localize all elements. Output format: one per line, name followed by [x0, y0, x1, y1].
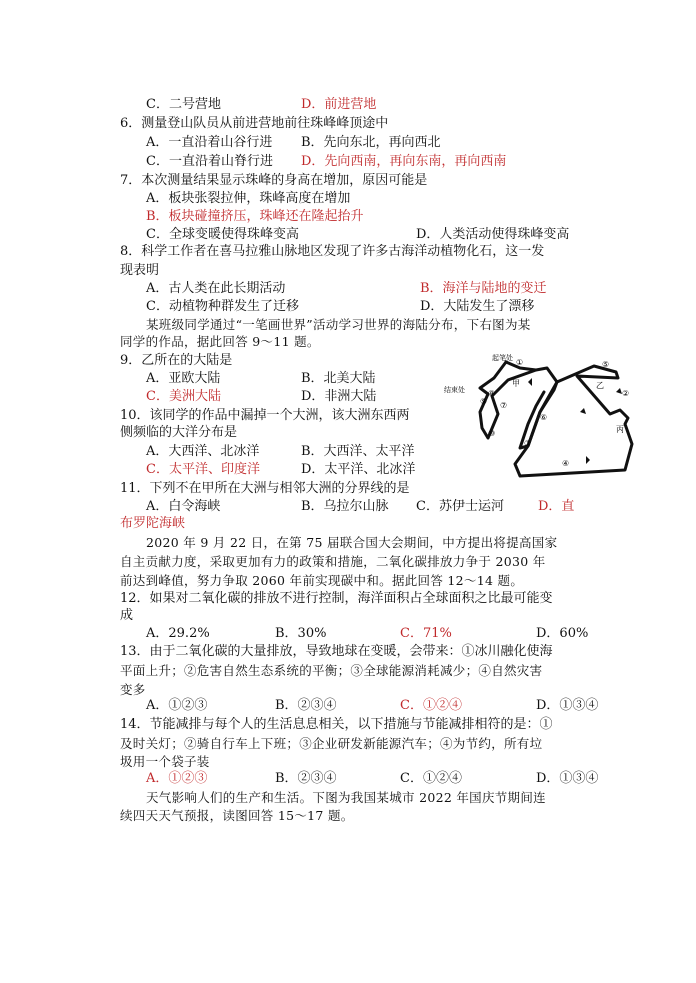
q8-stem-line1: 8．科学工作者在喜马拉雅山脉地区发现了许多古海洋动植物化石，这一发	[120, 244, 545, 259]
one-stroke-world-map-figure	[440, 352, 652, 487]
q10-stem-line2: 侧频临的大洋分布是	[120, 425, 238, 440]
map-label-jia: 甲	[512, 379, 520, 388]
q12-stem-line2: 成	[120, 608, 134, 623]
q7-option-a: A．板块张裂拉伸，珠峰高度在增加	[146, 191, 351, 206]
q10-option-c: C．太平洋、印度洋	[146, 462, 260, 477]
q6-option-a: A．一直沿着山谷行进	[146, 135, 273, 150]
q10-option-a: A．大西洋、北冰洋	[146, 444, 260, 459]
q14-stem-line1: 14．节能减排与每个人的生活息息相关，以下措施与节能减排相符的是：①	[120, 717, 553, 732]
q8-stem-line2: 现表明	[120, 263, 160, 278]
q9-option-a: A．亚欧大陆	[146, 371, 221, 386]
map-label-yi: 乙	[596, 381, 604, 390]
map-num-7: ⑦	[500, 401, 508, 410]
map-num-10: ⑩	[488, 429, 496, 438]
map-num-9: ⑨	[480, 397, 488, 406]
map-num-4: ④	[562, 459, 570, 468]
map-num-6: ⑥	[540, 413, 548, 422]
q12-option-c: C．71%	[400, 626, 452, 641]
q7-option-b: B．板块碰撞挤压，珠峰还在隆起抬升	[146, 209, 364, 224]
q10-option-d: D．太平洋、北冰洋	[301, 462, 416, 477]
q13-option-d: D．①③④	[536, 698, 599, 713]
q10-option-b: B．大西洋、太平洋	[301, 444, 415, 459]
map-num-5: ⑤	[602, 360, 610, 369]
q6-stem: 6．测量登山队员从前进营地前往珠峰峰顶途中	[120, 116, 389, 131]
q13-option-a: A．①②③	[146, 698, 208, 713]
intro1-line2: 同学的作品，据此回答 9～11 题。	[120, 334, 320, 349]
arrow-icon	[586, 456, 590, 464]
q7-option-d: D．人类活动使得珠峰变高	[416, 227, 570, 242]
q8-option-b: B．海洋与陆地的变迁	[420, 281, 547, 296]
q12-stem-line1: 12．如果对二氧化碳的排放不进行控制，海洋面积占全球面积之比最可能变	[120, 591, 553, 606]
q6-option-b: B．先向东北，再向西北	[301, 135, 441, 150]
q6-option-d: D．先向西南，再向东南，再向西南	[301, 154, 507, 169]
q7-stem: 7．本次测量结果显示珠峰的身高在增加，原因可能是	[120, 173, 428, 188]
q11-option-b: B．乌拉尔山脉	[301, 499, 389, 514]
q14-stem-line3: 圾用一个袋子装	[120, 754, 210, 769]
intro3-line2: 续四天天气预报，读图回答 15～17 题。	[120, 808, 354, 823]
q14-option-d: D．①③④	[536, 771, 599, 786]
q13-option-c: C．①②④	[400, 698, 462, 713]
q11-option-d-part1: D．直	[538, 499, 575, 514]
q11-option-d-part2: 布罗陀海峡	[120, 516, 186, 531]
q14-stem-line2: 及时关灯；②骑自行车上下班；③企业研发新能源汽车；④为节约，所有垃	[120, 736, 543, 751]
q9-stem: 9．乙所在的大陆是	[120, 353, 233, 368]
one-stroke-path	[480, 362, 632, 476]
map-num-2: ②	[622, 389, 630, 398]
map-start-label: 起笔处	[492, 354, 513, 362]
q8-option-d: D．大陆发生了漂移	[420, 299, 535, 314]
q7-option-c: C．全球变暖使得珠峰变高	[146, 227, 299, 242]
q11-option-c: C．苏伊士运河	[416, 499, 504, 514]
q12-option-d: D．60%	[536, 626, 589, 641]
q9-option-c: C．美洲大陆	[146, 389, 221, 404]
map-num-1: ①	[516, 358, 524, 367]
q5-option-d: D．前进营地	[301, 97, 377, 112]
q13-stem-line3: 变多	[120, 682, 146, 697]
q12-option-a: A．29.2%	[146, 626, 210, 641]
q5-option-c: C．二号营地	[146, 97, 221, 112]
q8-option-a: A．古人类在此长期活动	[146, 281, 286, 296]
intro2-line2: 自主贡献力度，采取更加有力的政策和措施，二氧化碳排放力争于 2030 年	[120, 554, 546, 569]
map-end-label: 结束处	[444, 386, 465, 394]
arrow-icon	[528, 378, 532, 386]
q14-option-c: C．①②④	[400, 771, 462, 786]
map-label-bing: 丙	[616, 425, 624, 434]
map-num-3: ③	[524, 439, 532, 448]
q13-option-b: B．②③④	[275, 698, 337, 713]
q14-option-a: A．①②③	[146, 771, 208, 786]
q12-option-b: B．30%	[275, 626, 327, 641]
intro2-line3: 前达到峰值，努力争取 2060 年前实现碳中和。据此回答 12～14 题。	[120, 573, 524, 588]
q8-option-c: C．动植物种群发生了迁移	[146, 299, 299, 314]
q6-option-c: C．一直沿着山脊行进	[146, 154, 273, 169]
q10-stem-line1: 10．该同学的作品中漏掉一个大洲，该大洲东西两	[120, 408, 410, 423]
q13-stem-line2: 平面上升；②危害自然生态系统的平衡；③全球能源消耗减少；④自然灾害	[120, 663, 543, 678]
intro2-line1: 2020 年 9 月 22 日，在第 75 届联合国大会期间，中方提出将提高国家	[146, 535, 558, 550]
q14-option-b: B．②③④	[275, 771, 337, 786]
q11-stem: 11．下列不在甲所在大洲与相邻大洲的分界线的是	[120, 481, 410, 496]
intro3-line1: 天气影响人们的生产和生活。下图为我国某城市 2022 年国庆节期间连	[146, 790, 546, 805]
intro1-line1: 某班级同学通过“一笔画世界”活动学习世界的海陆分布，下右图为某	[146, 317, 531, 332]
map-num-8: ⑧	[488, 389, 496, 398]
q9-option-d: D．非洲大陆	[301, 389, 377, 404]
q9-option-b: B．北美大陆	[301, 371, 376, 386]
arrow-icon	[580, 408, 586, 414]
q11-option-a: A．白令海峡	[146, 499, 221, 514]
q13-stem-line1: 13．由于二氧化碳的大量排放，导致地球在变暖，会带来：①冰川融化使海	[120, 644, 553, 659]
